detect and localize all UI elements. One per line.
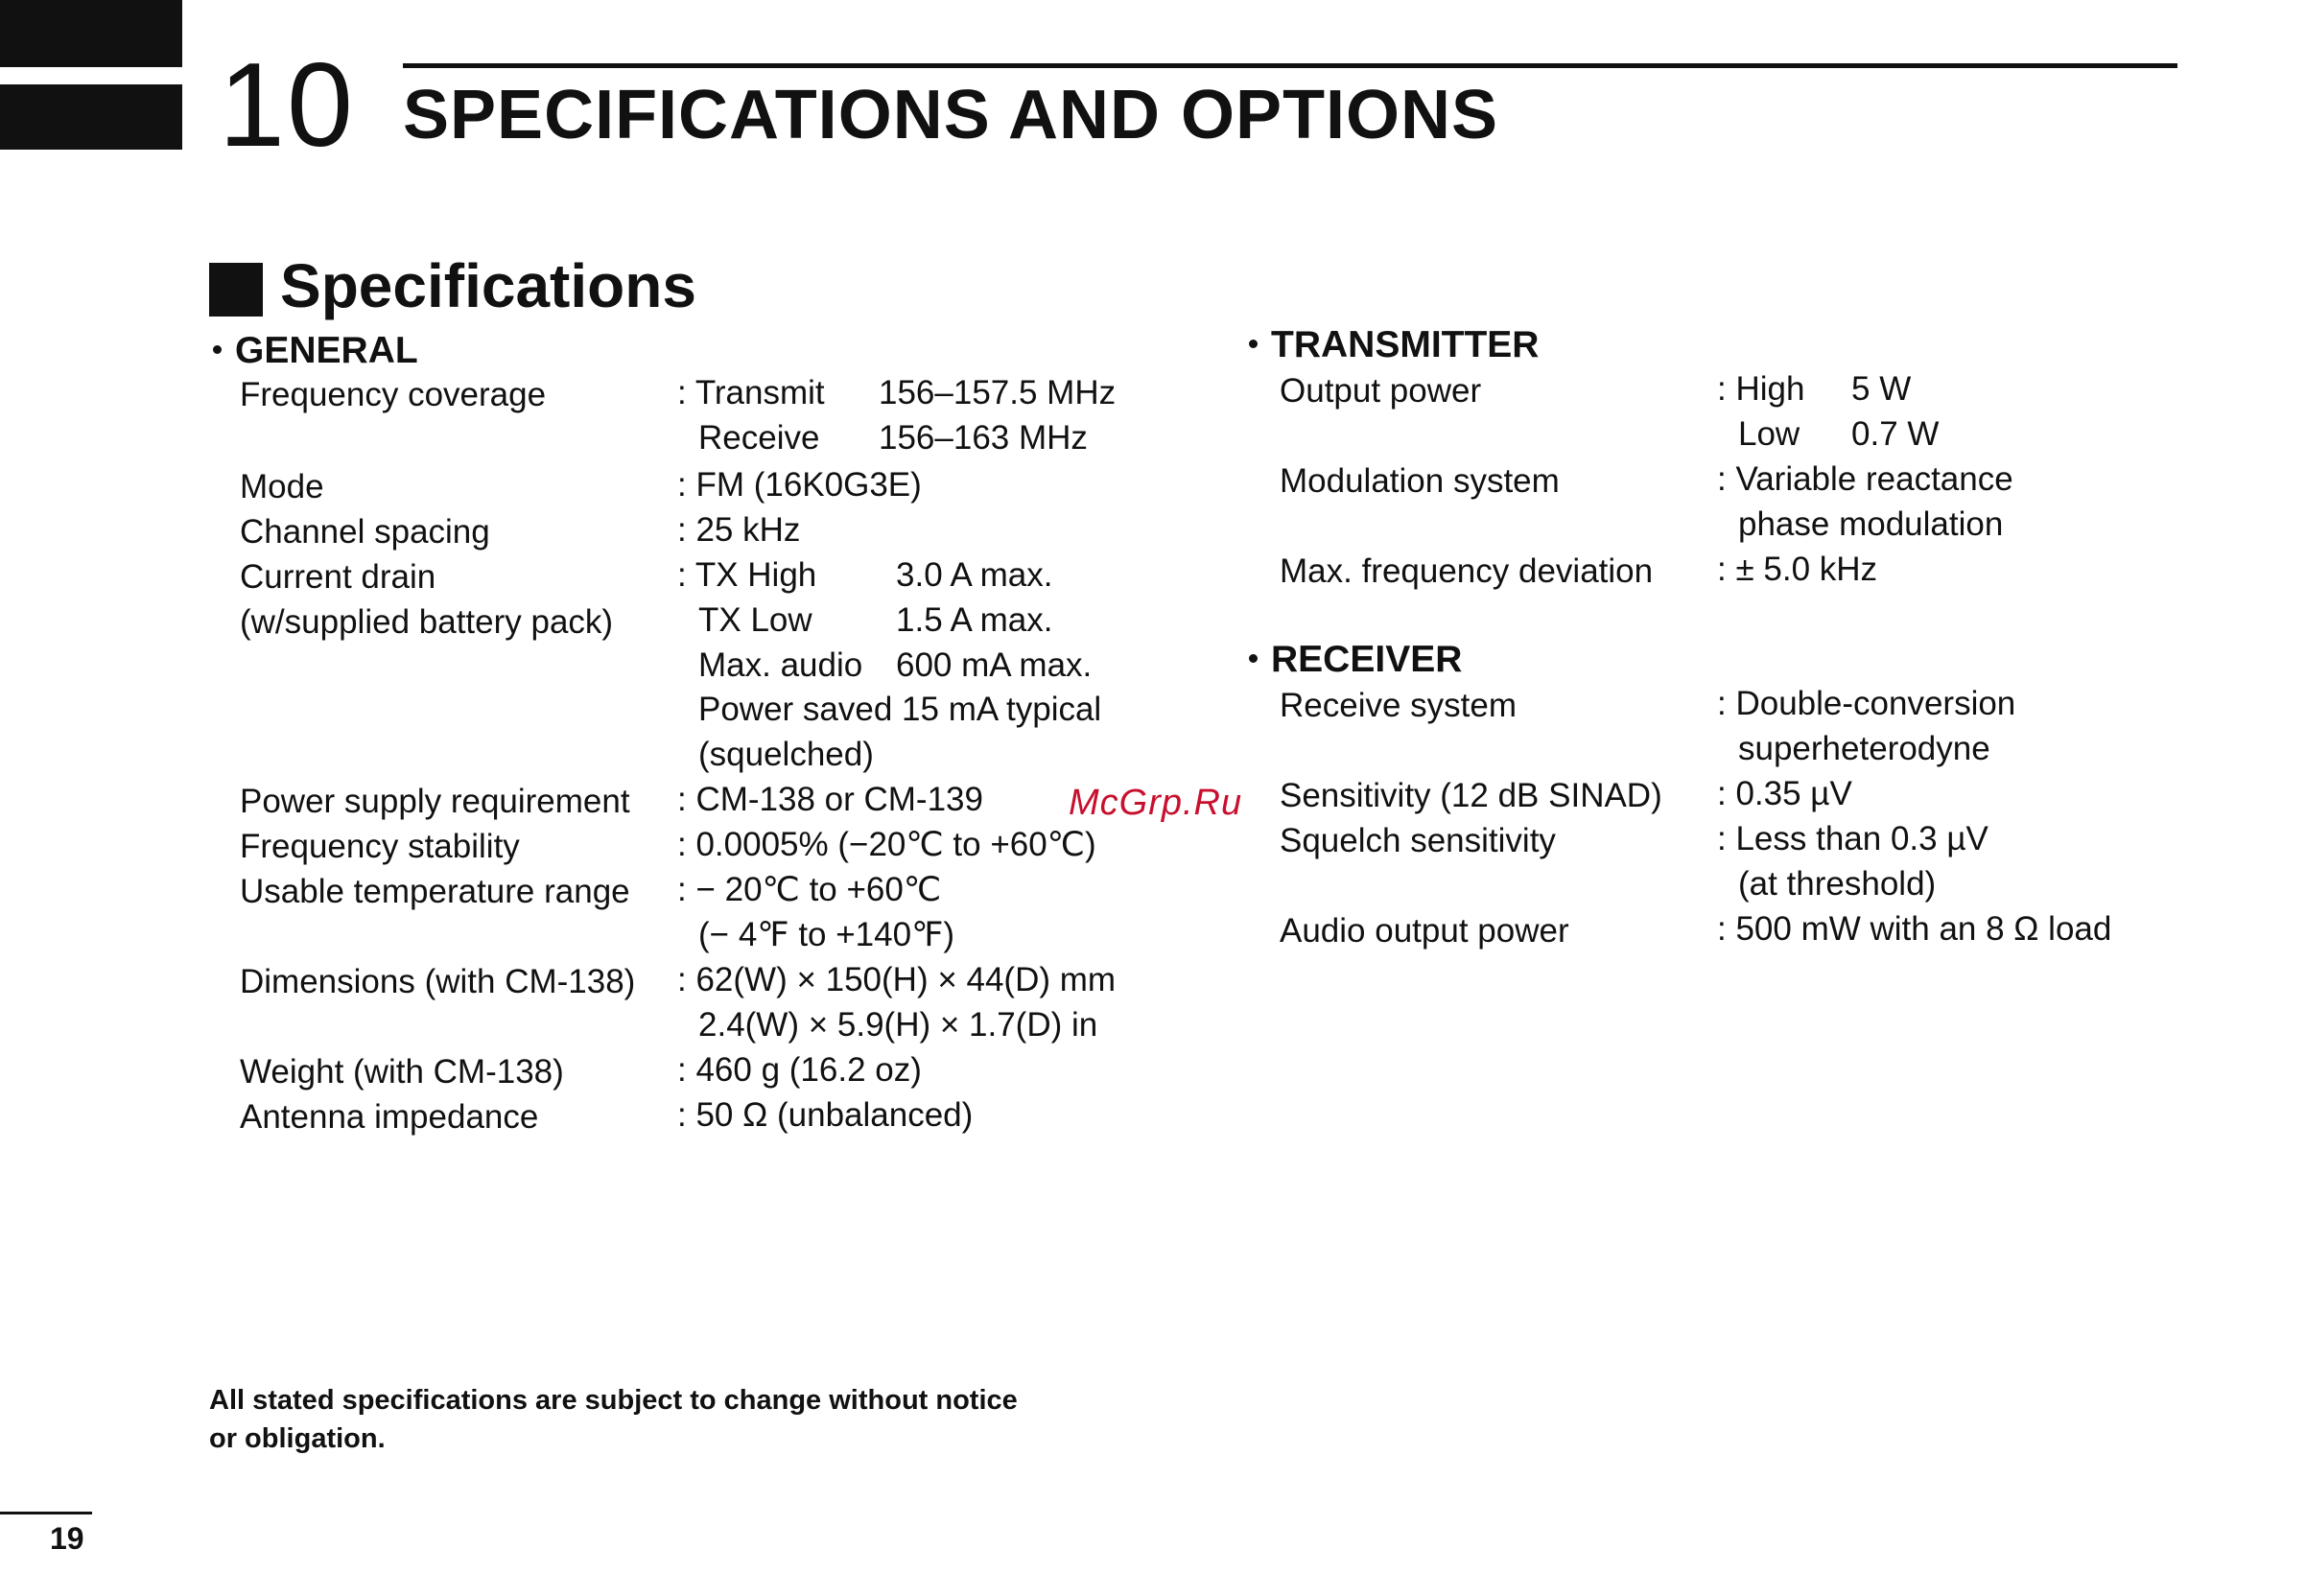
dimensions-label: Dimensions (with CM-138) bbox=[240, 963, 636, 1000]
channel-spacing-value: : 25 kHz bbox=[677, 511, 801, 549]
max-deviation-value: : ± 5.0 kHz bbox=[1717, 551, 1878, 588]
max-audio-value: 600 mA max. bbox=[896, 646, 1093, 684]
tx-high-value: 3.0 A max. bbox=[896, 556, 1053, 594]
squelch-sensitivity-label: Squelch sensitivity bbox=[1280, 822, 1556, 859]
tx-low-value: 1.5 A max. bbox=[896, 601, 1053, 639]
receive-system-value-2: superheterodyne bbox=[1738, 730, 1990, 767]
transmitter-heading bbox=[1249, 326, 1539, 364]
receiver-heading bbox=[1249, 641, 1462, 678]
antenna-impedance-value: : 50 Ω (unbalanced) bbox=[677, 1096, 974, 1134]
output-low-label: Low bbox=[1738, 415, 1800, 453]
sensitivity-label: Sensitivity (12 dB SINAD) bbox=[1280, 777, 1662, 814]
current-drain-label: Current drain bbox=[240, 558, 436, 596]
section-square-icon bbox=[209, 263, 263, 317]
chapter-title: SPECIFICATIONS AND OPTIONS bbox=[403, 77, 1499, 153]
receive-value: 156–163 MHz bbox=[879, 419, 1088, 457]
output-high-label: : High bbox=[1717, 370, 1805, 408]
chapter-number: 10 bbox=[219, 39, 355, 172]
antenna-impedance-label: Antenna impedance bbox=[240, 1098, 539, 1136]
usable-temperature-label: Usable temperature range bbox=[240, 873, 630, 910]
tx-high-label: : TX High bbox=[677, 556, 817, 594]
modulation-system-value-2: phase modulation bbox=[1738, 505, 2004, 543]
usable-temperature-value: : − 20℃ to +60℃ bbox=[677, 871, 942, 908]
receive-label: Receive bbox=[698, 419, 820, 457]
transmit-value: 156–157.5 MHz bbox=[879, 374, 1117, 411]
mode-label: Mode bbox=[240, 468, 324, 505]
sensitivity-value: : 0.35 µV bbox=[1717, 775, 1852, 812]
squelch-sensitivity-value-2: (at threshold) bbox=[1738, 865, 1937, 903]
weight-label: Weight (with CM-138) bbox=[240, 1053, 564, 1091]
max-audio-label: Max. audio bbox=[698, 646, 863, 684]
mode-value: : FM (16K0G3E) bbox=[677, 466, 922, 504]
chapter-tab-bottom bbox=[0, 84, 182, 150]
power-saved: Power saved 15 mA typical bbox=[698, 691, 1102, 728]
section-title: Specifications bbox=[280, 251, 696, 320]
audio-output-value: : 500 mW with an 8 Ω load bbox=[1717, 910, 2112, 948]
footnote-line-2: or obligation. bbox=[209, 1423, 386, 1454]
dimensions-in: 2.4(W) × 5.9(H) × 1.7(D) in bbox=[698, 1006, 1098, 1044]
bullet-icon bbox=[1249, 340, 1258, 348]
chapter-rule bbox=[403, 63, 2177, 68]
page-number: 19 bbox=[50, 1521, 84, 1556]
chapter-tab-top bbox=[0, 0, 182, 67]
frequency-coverage-label: Frequency coverage bbox=[240, 376, 547, 413]
current-drain-note: (w/supplied battery pack) bbox=[240, 603, 614, 641]
tx-low-label: TX Low bbox=[698, 601, 812, 639]
power-supply-value: : CM-138 or CM-139 bbox=[677, 781, 983, 818]
general-heading-text: GENERAL bbox=[235, 330, 418, 371]
audio-output-label: Audio output power bbox=[1280, 912, 1569, 950]
frequency-stability-value: : 0.0005% (−20℃ to +60℃) bbox=[677, 826, 1096, 863]
output-high-value: 5 W bbox=[1851, 370, 1912, 408]
watermark: McGrp.Ru bbox=[1069, 783, 1243, 823]
power-supply-label: Power supply requirement bbox=[240, 783, 630, 820]
transmitter-heading-text: TRANSMITTER bbox=[1271, 324, 1540, 365]
page-rule bbox=[0, 1512, 92, 1514]
modulation-system-label: Modulation system bbox=[1280, 462, 1560, 500]
power-saved-note: (squelched) bbox=[698, 736, 874, 773]
output-low-value: 0.7 W bbox=[1851, 415, 1940, 453]
output-power-label: Output power bbox=[1280, 372, 1482, 410]
footnote bbox=[209, 1381, 1018, 1458]
bullet-icon bbox=[213, 345, 222, 354]
modulation-system-value: : Variable reactance bbox=[1717, 460, 2013, 498]
max-deviation-label: Max. frequency deviation bbox=[1280, 552, 1654, 590]
footnote-line-1: All stated specifications are subject to change without notice bbox=[209, 1385, 1018, 1416]
receive-system-value: : Double-conversion bbox=[1717, 685, 2016, 722]
squelch-sensitivity-value: : Less than 0.3 µV bbox=[1717, 820, 1988, 857]
frequency-stability-label: Frequency stability bbox=[240, 828, 520, 865]
usable-temperature-f: (− 4℉ to +140℉) bbox=[698, 916, 955, 953]
weight-value: : 460 g (16.2 oz) bbox=[677, 1051, 922, 1089]
transmit-label: : Transmit bbox=[677, 374, 825, 411]
dimensions-mm: : 62(W) × 150(H) × 44(D) mm bbox=[677, 961, 1117, 998]
bullet-icon bbox=[1249, 654, 1258, 663]
receive-system-label: Receive system bbox=[1280, 687, 1518, 724]
general-heading bbox=[213, 332, 418, 369]
channel-spacing-label: Channel spacing bbox=[240, 513, 490, 551]
receiver-heading-text: RECEIVER bbox=[1271, 639, 1463, 680]
